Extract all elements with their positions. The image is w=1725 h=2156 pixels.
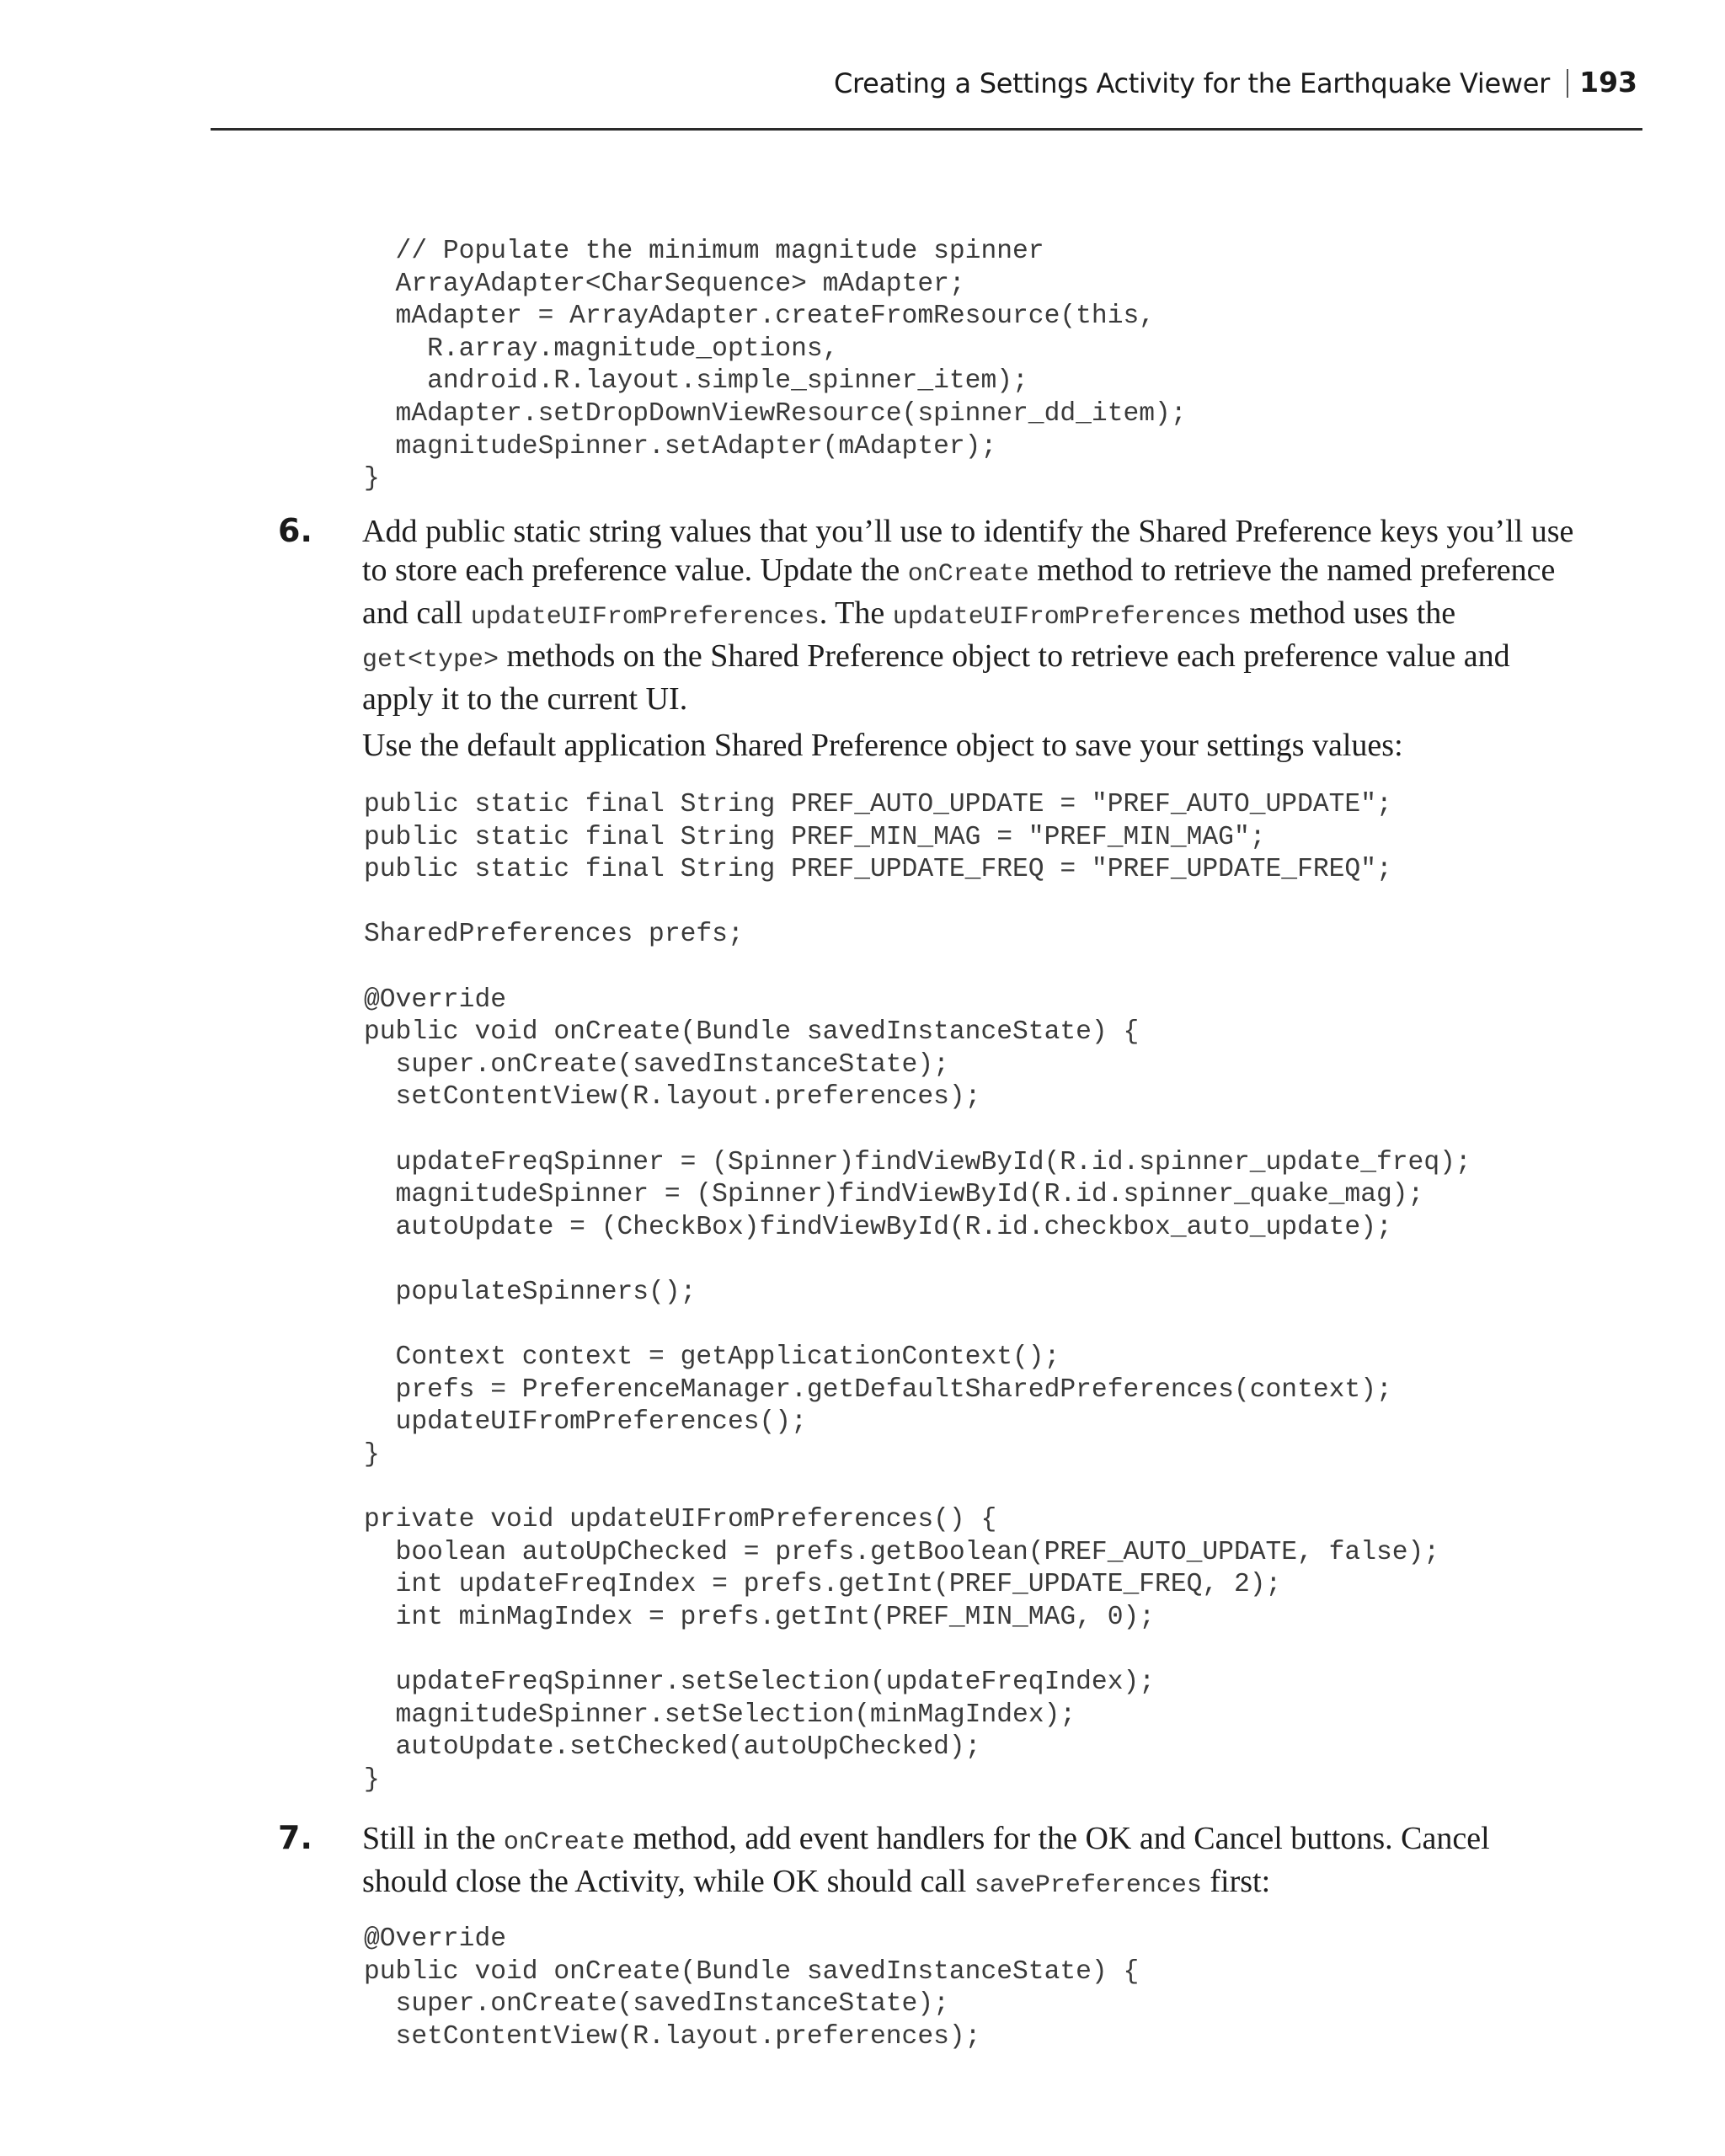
chapter-section-title: Creating a Settings Activity for the Earthquake Viewer	[833, 67, 1550, 99]
step-number-7: 7.	[278, 1819, 312, 1856]
running-header	[211, 61, 1642, 131]
step-7-text: Still in the onCreate method, add event handlers for the OK and Cancel buttons. Cancel should close the Activity, while OK should call savePreferences first:	[362, 1821, 1490, 1900]
step-number-6: 6.	[278, 512, 312, 549]
step-6-text: Add public static string values that you’ll use to identify the Shared Preference keys you’ll use to store each preference value. Update the onCreate method to retrieve the named preference and call updateUIFromPreferences. The updateUIFromPreferences method uses the get<type> methods on the Shared Preference object to retrieve each preference value and apply it to the current UI.	[362, 514, 1574, 717]
header-divider	[1567, 69, 1568, 98]
code-block-preferences: public static final String PREF_AUTO_UPDATE = "PREF_AUTO_UPDATE"; public static final String PREF_MIN_MAG = "PREF_MIN_MAG"; public static final String PREF_UPDATE_FREQ = "PREF_UPDATE_FREQ"; SharedPreferences prefs; @Override public void onCreate(Bundle savedInstanceState) { super.onCreate(savedInstanceState); setContentView(R.layout.preferences); updateFreqSpinner = (Spinner)findViewById(R.id.spinner_update_freq); magnitudeSpinner = (Spinner)findViewById(R.id.spinner_quake_mag); autoUpdate = (CheckBox)findViewById(R.id.checkbox_auto_update); populateSpinners(); Context context = getApplicationContext(); prefs = PreferenceManager.getDefaultSharedPreferences(context); updateUIFromPreferences(); } private void updateUIFromPreferences() { boolean autoUpChecked = prefs.getBoolean(PREF_AUTO_UPDATE, false); int updateFreqIndex = prefs.getInt(PREF_UPDATE_FREQ, 2); int minMagIndex = prefs.getInt(PREF_MIN_MAG, 0); updateFreqSpinner.setSelection(updateFreqIndex); magnitudeSpinner.setSelection(minMagIndex); autoUpdate.setChecked(autoUpChecked); }	[364, 790, 1471, 1795]
code-block-spinner: // Populate the minimum magnitude spinner ArrayAdapter<CharSequence> mAdapter; mAdapter = ArrayAdapter.createFromResource(this, R.array.magnitude_options, android.R.layout.simple_spinner_item); mAdapter.setDropDownViewResource(spinner_dd_item); magnitudeSpinner.setAdapter(mAdapter); }	[364, 237, 1187, 494]
step-6-followup: Use the default application Shared Preference object to save your settings values:	[362, 728, 1403, 763]
page-number: 193	[1579, 66, 1637, 99]
code-block-oncreate: @Override public void onCreate(Bundle savedInstanceState) { super.onCreate(savedInstanceState); setContentView(R.layout.preferences);	[364, 1924, 1140, 2052]
